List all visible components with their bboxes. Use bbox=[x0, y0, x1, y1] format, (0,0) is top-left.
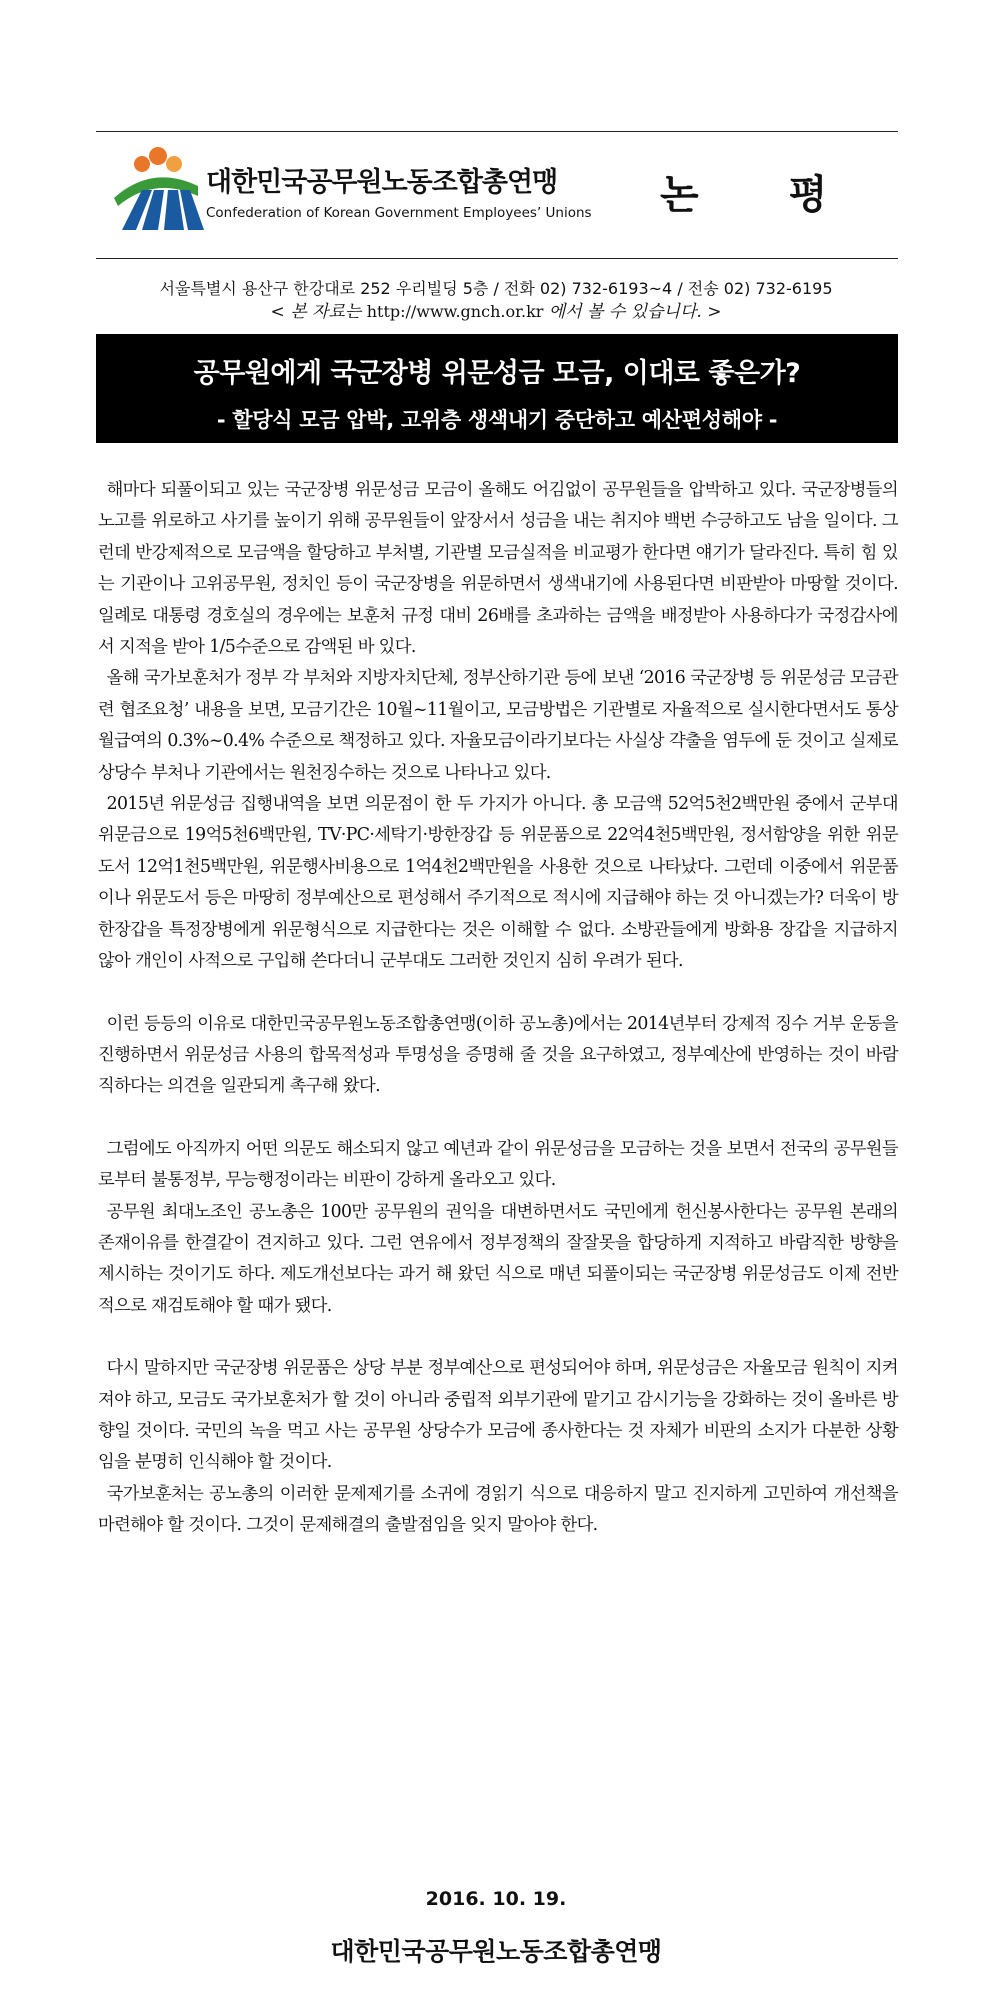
article-body bbox=[98, 475, 898, 1542]
paragraph: 2015년 위문성금 집행내역을 보면 의문점이 한 두 가지가 아니다. 총 모금액 52억5천2백만원 중에서 군부대 위문금으로 19억5천6백만원, TV·PC·세탁기·방한장갑 등 위문품으로 22억4천5백만원, 정서함양을 위한 위문도서 12억1천5백만원, 위문행사비용으로 1억4천2백만원을 사용한 것으로 나타났다. 그런데 이중에서 위문품이나 위문도서 등은 마땅히 정부예산으로 편성해서 주기적으로 적시에 지급해야 하는 것 아니겠는가? 더욱이 방한장갑을 특정장병에게 위문형식으로 지급한다는 것은 이해할 수 없다. 소방관들에게 방화용 장갑을 지급하지 않아 개인이 사적으로 구입해 쓴다더니 군부대도 그러한 것인지 심히 우려가 된다. bbox=[98, 794, 898, 972]
org-name-ko: 대한민국공무원노동조합총연맹 bbox=[206, 167, 558, 198]
headline-banner bbox=[96, 334, 898, 443]
headline-title: 공무원에게 국군장병 위문성금 모금, 이대로 좋은가? bbox=[193, 358, 801, 389]
top-rule bbox=[96, 131, 898, 132]
paragraph: 해마다 되풀이되고 있는 국군장병 위문성금 모금이 올해도 어김없이 공무원들을 압박하고 있다. 국군장병들의 노고를 위로하고 사기를 높이기 위해 공무원들이 앞장서서 성금을 내는 취지야 백번 수긍하고도 남을 일이다. 그런데 반강제적으로 모금액을 할당하고 부처별, 기관별 모금실적을 비교평가 한다면 얘기가 달라진다. 특히 힘 있는 기관이나 고위공무원, 정치인 등이 국군장병을 위문하면서 생색내기에 사용된다면 비판받아 마땅할 것이다. 일례로 대통령 경호실의 경우에는 보훈처 규정 대비 26배를 초과하는 금액을 배정받아 사용하다가 국정감사에서 지적을 받아 1/5수준으로 감액된 바 있다. bbox=[98, 480, 898, 658]
website-link[interactable]: http://www.gnch.or.kr bbox=[366, 302, 544, 321]
paragraph: 그럼에도 아직까지 어떤 의문도 해소되지 않고 예년과 같이 위문성금을 모금하는 것을 보면서 전국의 공무원들로부터 불통정부, 무능행정이라는 비판이 강하게 올라오고 있다. bbox=[98, 1138, 898, 1191]
document-type: 논 평 bbox=[660, 172, 866, 218]
publication-date: 2016. 10. 19. bbox=[425, 1888, 567, 1910]
paragraph: 이런 등등의 이유로 대한민국공무원노동조합총연맹(이하 공노총)에서는 2014년부터 강제적 징수 거부 운동을 진행하면서 위문성금 사용의 합목적성과 투명성을 증명해 줄 것을 요구하였고, 정부예산에 반영하는 것이 바람직하다는 의견을 일관되게 촉구해 왔다. bbox=[98, 1013, 898, 1097]
notice-suffix: 에서 볼 수 있습니다. > bbox=[543, 302, 722, 322]
paragraph: 국가보훈처는 공노총의 이러한 문제제기를 소귀에 경읽기 식으로 대응하지 말고 진지하게 고민하여 개선책을 마련해야 할 것이다. 그것이 문제해결의 출발점임을 잊지 말아야 한다. bbox=[98, 1483, 898, 1536]
paragraph: 공무원 최대노조인 공노총은 100만 공무원의 권익을 대변하면서도 국민에게 헌신봉사한다는 공무원 본래의 존재이유를 한결같이 견지하고 있다. 그런 연유에서 정부정책의 잘잘못을 합당하게 지적하고 바람직한 방향을 제시하는 것이기도 하다. 제도개선보다는 과거 해 왔던 식으로 매년 되풀이되는 국군장병 위문성금도 이제 전반적으로 재검토해야 할 때가 됐다. bbox=[98, 1201, 898, 1316]
contact-address: 서울특별시 용산구 한강대로 252 우리빌딩 5층 / 전화 02) 732-6193~4 / 전송 02) 732-6195 bbox=[159, 279, 833, 298]
paragraph: 올해 국가보훈처가 정부 각 부처와 지방자치단체, 정부산하기관 등에 보낸 ‘2016 국군장병 등 위문성금 모금관련 협조요청’ 내용을 보면, 모금기간은 10월~11월이고, 모금방법은 기관별로 자율적으로 실시한다면서도 통상 월급여의 0.3%~0.4% 수준으로 책정하고 있다. 자율모금이라기보다는 사실상 갹출을 염두에 둔 것이고 실제로 상당수 부처나 기관에서는 원천징수하는 것으로 나타나고 있다. bbox=[98, 668, 898, 783]
headline-subtitle: - 할당식 모금 압박, 고위층 생색내기 중단하고 예산편성해야 - bbox=[216, 408, 778, 432]
union-logo-icon bbox=[108, 146, 204, 230]
paragraph: 다시 말하지만 국군장병 위문품은 상당 부분 정부예산으로 편성되어야 하며, 위문성금은 자율모금 원칙이 지켜져야 하고, 모금도 국가보훈처가 할 것이 아니라 중립적 외부기관에 맡기고 감시기능을 강화하는 것이 올바른 방향일 것이다. 국민의 녹을 먹고 사는 공무원 상당수가 모금에 종사한다는 것 자체가 비판의 소지가 다분한 상황임을 분명히 인식해야 할 것이다. bbox=[98, 1358, 898, 1473]
header-bottom-rule bbox=[96, 258, 898, 259]
signature-org: 대한민국공무원노동조합총연맹 bbox=[330, 1937, 662, 1966]
org-name-en: Confederation of Korean Government Employees’ Unions bbox=[206, 205, 592, 221]
website-notice bbox=[0, 297, 992, 322]
notice-prefix: < 본 자료는 bbox=[270, 302, 367, 322]
